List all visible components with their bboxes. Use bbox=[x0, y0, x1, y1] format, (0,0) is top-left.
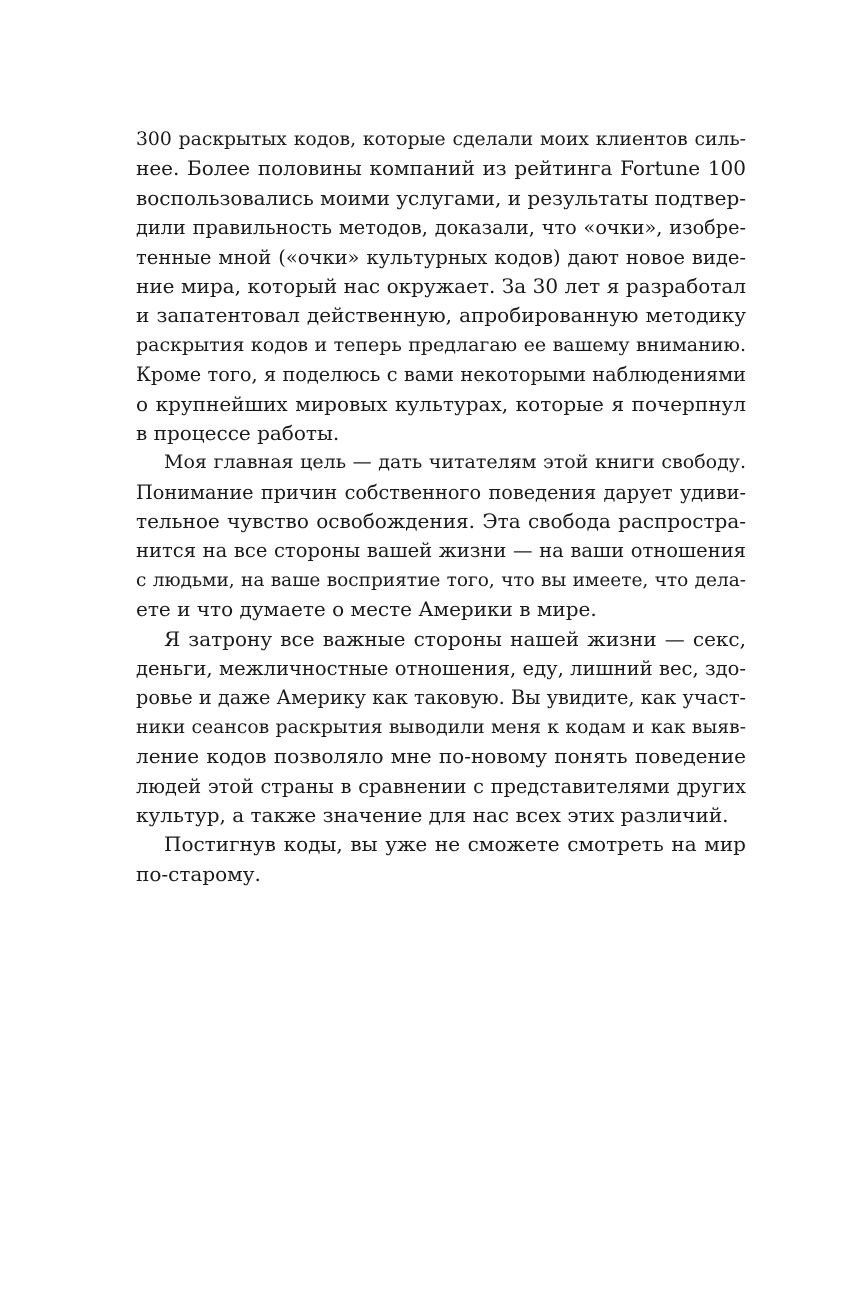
text-line: людей этой страны в сравнении с представителями других bbox=[136, 774, 746, 798]
text-line: дили правильность методов, доказали, что «очки», изобре- bbox=[136, 216, 746, 240]
text-line: тенные мной («очки» культурных кодов) дают новое виде- bbox=[136, 245, 746, 269]
text-line: культур, а также значение для нас всех этих различий. bbox=[136, 802, 729, 827]
text-line: деньги, межличностные отношения, еду, лишний вес, здо- bbox=[136, 657, 746, 681]
text-line: по-старому. bbox=[136, 861, 261, 886]
body-text bbox=[136, 125, 746, 889]
text-line: нее. Более половины компаний из рейтинга Fortune 100 bbox=[136, 156, 746, 181]
text-line: о крупнейших мировых культурах, которые я почерпнул bbox=[136, 391, 746, 416]
paragraph-3 bbox=[136, 625, 746, 831]
text-line: Понимание причин собственного поведения дарует удиви- bbox=[136, 480, 746, 504]
text-line: Кроме того, я поделюсь с вами некоторыми наблюдениями bbox=[136, 363, 746, 387]
text-line: ровье и даже Америку как таковую. Вы увидите, как участ- bbox=[136, 686, 746, 710]
text-line: в процессе работы. bbox=[136, 420, 340, 445]
paragraph-4 bbox=[136, 830, 746, 889]
text-line: ние мира, который нас окружает. За 30 лет я разработал bbox=[136, 273, 746, 298]
text-line: и запатентовал действенную, апробированную методику bbox=[136, 303, 746, 328]
paragraph-2 bbox=[136, 448, 746, 624]
text-line: раскрытия кодов и теперь предлагаю ее вашему вниманию. bbox=[136, 333, 746, 356]
text-line: ление кодов позволяло мне по-новому понять поведение bbox=[136, 744, 746, 769]
text-line: ете и что думаете о месте Америки в мире. bbox=[136, 597, 597, 622]
text-line: Моя главная цель — дать читателям этой книги свободу. bbox=[164, 451, 746, 474]
text-line: ники сеансов раскрытия выводили меня к кодам и как выяв- bbox=[136, 716, 746, 738]
text-line: Я затрону все важные стороны нашей жизни — секс, bbox=[164, 626, 746, 651]
text-line: Постигнув коды, вы уже не сможете смотреть на мир bbox=[164, 832, 746, 857]
text-line: с людьми, на ваше восприятие того, что вы имеете, что дела- bbox=[136, 569, 746, 591]
paragraph-1 bbox=[136, 125, 746, 448]
text-line: тельное чувство освобождения. Эта свобода распростра- bbox=[136, 509, 746, 534]
text-line: воспользовались моими услугами, и результаты подтвер- bbox=[136, 185, 747, 210]
text-line: нится на все стороны вашей жизни — на ваши отношения bbox=[136, 539, 746, 563]
text-line: 300 раскрытых кодов, которые сделали моих клиентов силь- bbox=[136, 129, 746, 150]
